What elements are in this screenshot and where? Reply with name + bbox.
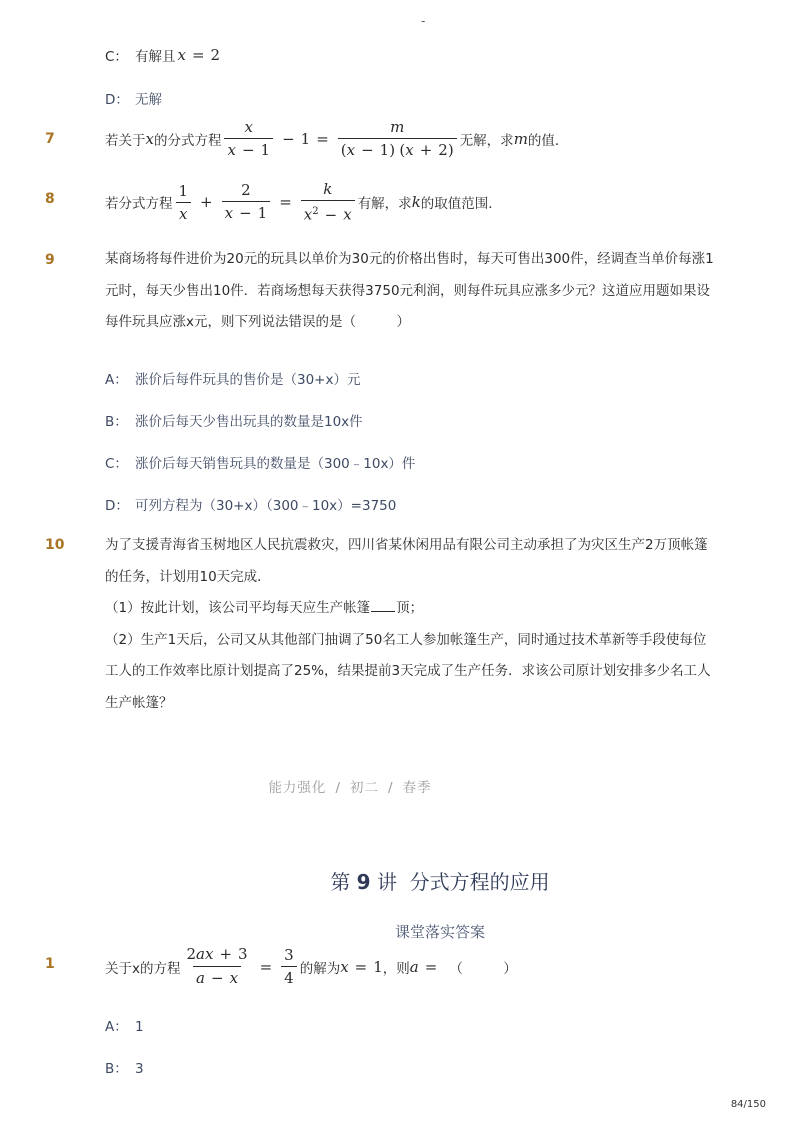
breadcrumb-item: 能力强化: [268, 780, 327, 796]
q8-end: 的取值范围．: [420, 196, 502, 213]
q7-end: 的值．: [527, 133, 569, 149]
answer-parentheses: （ ）: [449, 960, 517, 977]
answer-blank[interactable]: [371, 599, 395, 612]
option-label: C：: [105, 456, 128, 472]
option-label: A：: [105, 372, 128, 388]
option-text: 无解: [135, 92, 162, 108]
option-text: 3: [135, 1061, 144, 1077]
option-label: B：: [105, 414, 128, 430]
math-x: x: [145, 130, 154, 148]
a1-option-a[interactable]: [105, 1015, 144, 1035]
a1-end: ，则: [382, 960, 410, 977]
math-2: 2: [210, 46, 221, 64]
question-number: 7: [45, 131, 55, 147]
fraction-1-over-x: $\frac{1}{x}$: [176, 182, 192, 223]
q10-intro: 为了支援青海省玉树地区人民抗震救灾，四川省某休闲用品有限公司主动承担了为灾区生产2万顶帐篷的任务，计划用10天完成．: [105, 537, 708, 585]
option-label: C：: [105, 49, 128, 65]
option-text: 涨价后每天销售玩具的数量是（300﹣10x）件: [135, 456, 416, 472]
question-number: 1: [45, 956, 55, 972]
option-label: B：: [105, 1061, 128, 1077]
option-label: A：: [105, 1019, 128, 1035]
fraction-2ax-plus-3-over-a-minus-x: $\frac{2ax + 3}{a - x}$: [186, 945, 248, 987]
fraction-3-over-4: $\frac{3}{4}$: [281, 946, 297, 987]
question-7-text: 若关于 x 的分式方程 $\frac{x}{x - 1}$ − 1 = $\frac{m}{(x - 1) (x + 2)}$ 无解，求 m 的值．: [105, 118, 569, 159]
answer-1-text: 关于x的方程 $\frac{2ax + 3}{a - x}$ = $\frac{3}{4}$ 的解为 x = 1 ，则 a = （ ）: [105, 945, 517, 987]
option-text: 1: [135, 1019, 144, 1035]
option-label: D：: [105, 498, 129, 514]
fraction-k-over-x2-minus-x: $\frac{k}{x^2 - x}$: [301, 180, 355, 225]
q8-suffix: 有解，求: [357, 196, 412, 213]
fraction-x-over-x-minus-1: $\frac{x}{x - 1}$: [224, 118, 273, 160]
option-text: 涨价后每天少售出玩具的数量是10x件: [135, 414, 363, 430]
math-m: m: [513, 130, 528, 148]
q7-mid: 的分式方程: [153, 133, 222, 149]
breadcrumb: 能力强化 / 初二 / 春季: [268, 780, 432, 796]
a1-prefix: 关于x的方程: [105, 960, 181, 977]
lecture-title: 第 9 讲 分式方程的应用: [330, 870, 550, 894]
fraction-m-over-product: $\frac{m}{(x - 1) (x + 2)}$: [338, 118, 457, 160]
a1-option-b[interactable]: [105, 1057, 144, 1077]
q6-option-d[interactable]: [105, 88, 162, 108]
option-label: D：: [105, 92, 129, 108]
q9-option-b[interactable]: [105, 410, 363, 430]
option-text: 涨价后每件玩具的售价是（30+x）元: [135, 372, 361, 388]
q10-part1: （1）按此计划，该公司平均每天应生产帐篷 顶；: [105, 600, 424, 616]
fraction-2-over-x-minus-1: $\frac{2}{x - 1}$: [222, 181, 271, 223]
question-10-body: [105, 530, 715, 719]
breadcrumb-item: 初二: [350, 780, 379, 796]
q9-option-a[interactable]: [105, 368, 360, 388]
section-title: 课堂落实答案: [394, 923, 485, 941]
math-k: k: [411, 193, 421, 212]
math-x: x: [177, 46, 186, 64]
page-number: 84/150: [730, 1099, 766, 1110]
option-text: 有解且: [135, 49, 176, 65]
page-top-mark: -: [421, 14, 426, 28]
q9-option-c[interactable]: [105, 452, 415, 472]
q8-prefix: 若分式方程: [105, 196, 173, 213]
option-text: 可列方程为（30+x）（300﹣10x）=3750: [135, 498, 397, 514]
a1-mid: 的解为: [299, 960, 341, 977]
q6-option-c[interactable]: [105, 45, 220, 65]
math-equals: =: [191, 46, 205, 64]
q10-part2: （2）生产1天后，公司又从其他部门抽调了50名工人参加帐篷生产，同时通过技术革新等手段使每位工人的工作效率比原计划提高了25%，结果提前3天完成了生产任务．求该公司原计划安排多少名工人生产帐篷？: [105, 631, 711, 711]
question-8-text: 若分式方程 $\frac{1}{x}$ + $\frac{2}{x - 1}$ = $\frac{k}{x^2 - x}$ 有解，求 k 的取值范围．: [105, 180, 502, 224]
question-number: 8: [45, 191, 55, 207]
q7-suffix: 无解，求: [459, 133, 514, 149]
question-9-text: 某商场将每件进价为20元的玩具以单价为30元的价格出售时，每天可售出300件，经调查当单价每涨1元时，每天少售出10件．若商场想每天获得3750元利润，则每件玩具应涨多少元？这道应用题如果设每件玩具应涨x元，则下列说法错误的是（ ）: [105, 251, 714, 330]
q9-option-d[interactable]: [105, 494, 396, 514]
breadcrumb-item: 春季: [402, 780, 432, 796]
question-number: 10: [45, 537, 65, 553]
question-number: 9: [45, 252, 55, 268]
q7-prefix: 若关于: [105, 133, 146, 149]
